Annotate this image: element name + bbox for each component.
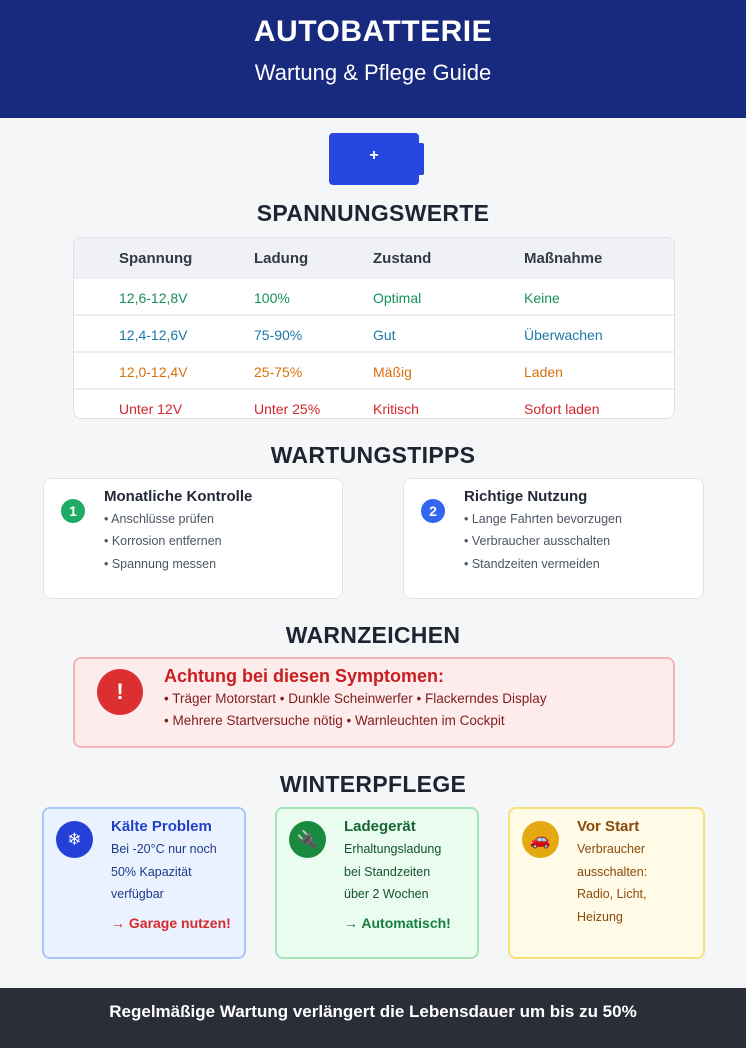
row-state: Optimal bbox=[373, 290, 422, 306]
row-charge: 75-90% bbox=[254, 327, 303, 343]
tip-card-proper-use bbox=[403, 478, 704, 599]
winter-card-text: verfügbar bbox=[111, 887, 164, 901]
winter-card-text: über 2 Wochen bbox=[344, 887, 429, 901]
winter-card-cold bbox=[42, 807, 246, 959]
winter-card-advice: → Automatisch! bbox=[344, 915, 451, 931]
table-row bbox=[74, 351, 674, 388]
exclamation-icon: ! bbox=[97, 669, 143, 715]
table-row bbox=[74, 314, 674, 351]
warning-symptoms-line: • Mehrere Startversuche nötig • Warnleuchten im Cockpit bbox=[164, 713, 505, 728]
winter-card-title: Ladegerät bbox=[344, 818, 416, 835]
number-badge-icon: 1 bbox=[61, 499, 85, 523]
charger-plug-icon: 🔌 bbox=[289, 821, 326, 858]
page-title: AUTOBATTERIE bbox=[253, 15, 493, 48]
row-voltage: Unter 12V bbox=[119, 401, 183, 417]
page-subtitle: Wartung & Pflege Guide bbox=[254, 60, 492, 85]
winter-card-title: Kälte Problem bbox=[111, 818, 212, 835]
row-state: Gut bbox=[373, 327, 396, 343]
row-action: Laden bbox=[524, 364, 563, 380]
list-item: • Spannung messen bbox=[104, 557, 217, 571]
list-item: • Korrosion entfernen bbox=[104, 534, 222, 548]
row-charge: Unter 25% bbox=[254, 401, 321, 417]
list-item: • Verbraucher ausschalten bbox=[464, 534, 611, 548]
voltage-table bbox=[73, 237, 675, 419]
table-row bbox=[74, 277, 674, 314]
warning-symptoms-line: • Träger Motorstart • Dunkle Scheinwerfer • Flackerndes Display bbox=[164, 691, 547, 706]
row-action: Überwachen bbox=[524, 327, 603, 343]
winter-card-text: Bei -20°C nur noch bbox=[111, 842, 217, 856]
winter-card-text: bei Standzeiten bbox=[344, 865, 431, 879]
footer-text: Regelmäßige Wartung verlängert die Lebensdauer um bis zu 50% bbox=[109, 1002, 637, 1021]
row-voltage: 12,0-12,4V bbox=[119, 364, 188, 380]
warning-headline: Achtung bei diesen Symptomen: bbox=[164, 666, 445, 686]
row-charge: 25-75% bbox=[254, 364, 303, 380]
row-action: Keine bbox=[524, 290, 560, 306]
winter-card-text: 50% Kapazität bbox=[111, 865, 192, 879]
footer-banner bbox=[0, 988, 746, 1048]
winter-card-text: Erhaltungsladung bbox=[344, 842, 442, 856]
row-voltage: 12,4-12,6V bbox=[119, 327, 188, 343]
table-header bbox=[74, 238, 674, 277]
tips-section-title: WARTUNGSTIPPS bbox=[270, 442, 476, 468]
warning-box bbox=[73, 657, 675, 748]
tip-card-title: Richtige Nutzung bbox=[464, 488, 588, 505]
tip-card-title: Monatliche Kontrolle bbox=[104, 488, 253, 505]
tip-card-monthly-check bbox=[43, 478, 343, 599]
row-state: Mäßig bbox=[373, 364, 412, 380]
winter-card-title: Vor Start bbox=[577, 818, 640, 835]
winter-card-advice: → Garage nutzen! bbox=[111, 915, 231, 931]
warning-section-title: WARNZEICHEN bbox=[285, 622, 461, 648]
list-item: • Standzeiten vermeiden bbox=[464, 557, 600, 571]
column-header-state: Zustand bbox=[373, 250, 432, 267]
voltage-section-title: SPANNUNGSWERTE bbox=[256, 200, 490, 226]
winter-card-text: ausschalten: bbox=[577, 865, 648, 879]
winter-card-text: Heizung bbox=[577, 910, 623, 924]
row-charge: 100% bbox=[254, 290, 290, 306]
number-badge-icon: 2 bbox=[421, 499, 445, 523]
battery-plus-symbol: + bbox=[369, 147, 379, 164]
column-header-voltage: Spannung bbox=[119, 250, 193, 267]
winter-card-text: Verbraucher bbox=[577, 842, 646, 856]
row-state: Kritisch bbox=[373, 401, 419, 417]
winter-card-text: Radio, Licht, bbox=[577, 887, 647, 901]
header bbox=[0, 0, 746, 118]
winter-section-title: WINTERPFLEGE bbox=[279, 771, 467, 797]
snowflake-icon: ❄ bbox=[56, 821, 93, 858]
column-header-charge: Ladung bbox=[254, 250, 309, 267]
car-icon: 🚗 bbox=[522, 821, 559, 858]
table-row bbox=[74, 388, 674, 419]
row-action: Sofort laden bbox=[524, 401, 600, 417]
winter-card-before-start bbox=[508, 807, 705, 959]
winter-card-charger bbox=[275, 807, 479, 959]
column-header-action: Maßnahme bbox=[524, 250, 603, 267]
row-voltage: 12,6-12,8V bbox=[119, 290, 188, 306]
list-item: • Anschlüsse prüfen bbox=[104, 512, 214, 526]
list-item: • Lange Fahrten bevorzugen bbox=[464, 512, 622, 526]
battery-icon bbox=[329, 133, 419, 185]
